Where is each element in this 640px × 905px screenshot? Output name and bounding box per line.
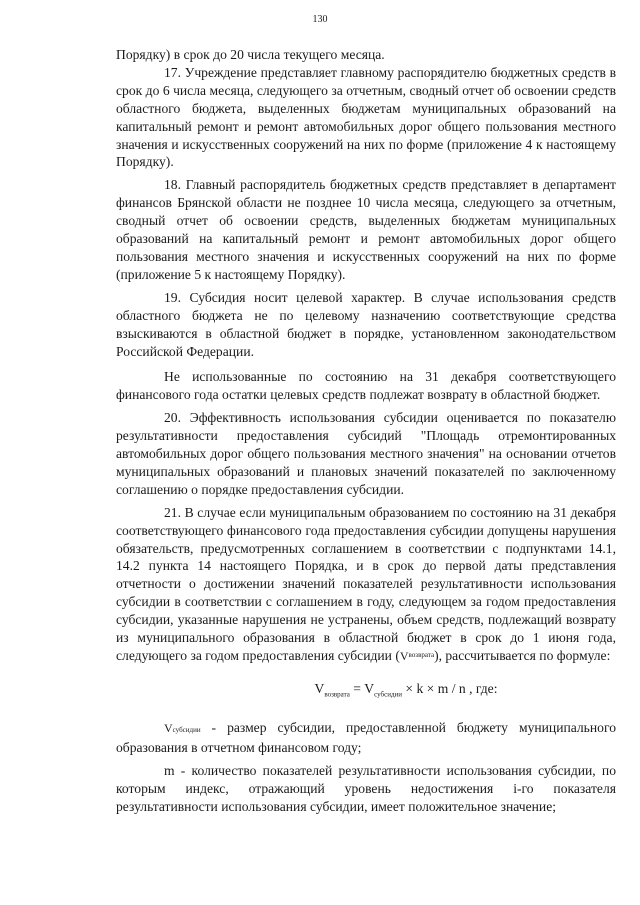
def-v-subscript: субсидии <box>172 725 201 734</box>
formula-v-subsidy-sub: субсидии <box>374 690 402 699</box>
formula-tail: , где: <box>465 680 498 696</box>
return-formula <box>196 680 616 705</box>
def-v-symbol: V <box>164 720 173 735</box>
paragraph-19: 19. Субсидия носит целевой характер. В случае использования средств областного бюджета не по целевому назначению соответствующие средства взыскиваются в областной бюджет в порядке, установленном законодательством Российской Федерации. <box>116 289 616 359</box>
definition-m: m - количество показателей результативности использования субсидии, по которым индекс, отражающий уровень недостижения i-го показателя результативности использования субсидии, имеет положительное значение; <box>116 763 616 815</box>
paragraph-18: 18. Главный распорядитель бюджетных средств представляет в департамент финансов Брянской области не позднее 10 числа месяца, следующего за отчетным, сводный отчет об освоении средств, выделенных бюджетам муниципальных образований на капитальный ремонт и ремонт автомобильных дорог общего пользования местного значения и искусственных сооружений на них по форме (приложение 5 к настоящему Порядку). <box>116 177 616 282</box>
formula-rest: × k × m / n <box>402 680 466 696</box>
v-return-subscript: возврата <box>408 651 435 659</box>
paragraph-21-text-a: 21. В случае если муниципальным образованием по состоянию на 31 декабря соответствующего финансового года предоставления субсидии допущены нарушения обязательств, предусмотренных соглашением в соответствии с подпунктами 14.1, 14.2 пункта 14 настоящего Порядка, и в срок до первой даты представления отчетности о достижении значений показателей результативности использования субсидии в соответствии с соглашением в году, следующем за годом предоставления субсидии, указанные нарушения не устранены, объем средств, подлежащий возврату из муниципального образования в областной бюджет в срок до 1 июня года, следующего за годом предоставления субсидии ( <box>116 504 616 663</box>
definition-v-subsidy <box>116 719 616 758</box>
page-number: 130 <box>312 14 328 25</box>
paragraph-21-text-b: ), рассчитывается по формуле: <box>434 648 611 663</box>
formula-eq-v: = V <box>349 680 375 696</box>
v-return-symbol: V <box>399 649 409 663</box>
document-body <box>116 46 616 816</box>
paragraph-21 <box>116 504 616 666</box>
formula-v-return-sub: возврата <box>324 690 350 699</box>
paragraph-17: 17. Учреждение представляет главному распорядителю бюджетных средств в срок до 6 числа месяца, следующего за отчетным, сводный отчет об освоении средств областного бюджета, выделенных бюджетам муниципальных образований на капитальный ремонт и ремонт автомобильных дорог общего пользования местного значения и искусственных сооружений на них по форме (приложение 4 к настоящему Порядку). <box>116 64 616 170</box>
paragraph-19-unused-funds: Не использованные по состоянию на 31 декабря соответствующего финансового года остатки целевых средств подлежат возврату в областной бюджет. <box>116 369 616 403</box>
paragraph-continuation: Порядку) в срок до 20 числа текущего месяца. <box>116 47 385 62</box>
paragraph-20: 20. Эффективность использования субсидии оценивается по показателю результативности предоставления субсидий "Площадь отремонтированных автомобильных дорог общего пользования местного значения" на основании отчетов муниципальных образований и плановых значений показателей по заключенному соглашению о порядке предоставления субсидии. <box>116 410 616 497</box>
formula-v-return: V <box>314 680 325 696</box>
def-v-text: - размер субсидии, предоставленной бюджету муниципального образования в отчетном финансовом году; <box>116 719 616 756</box>
